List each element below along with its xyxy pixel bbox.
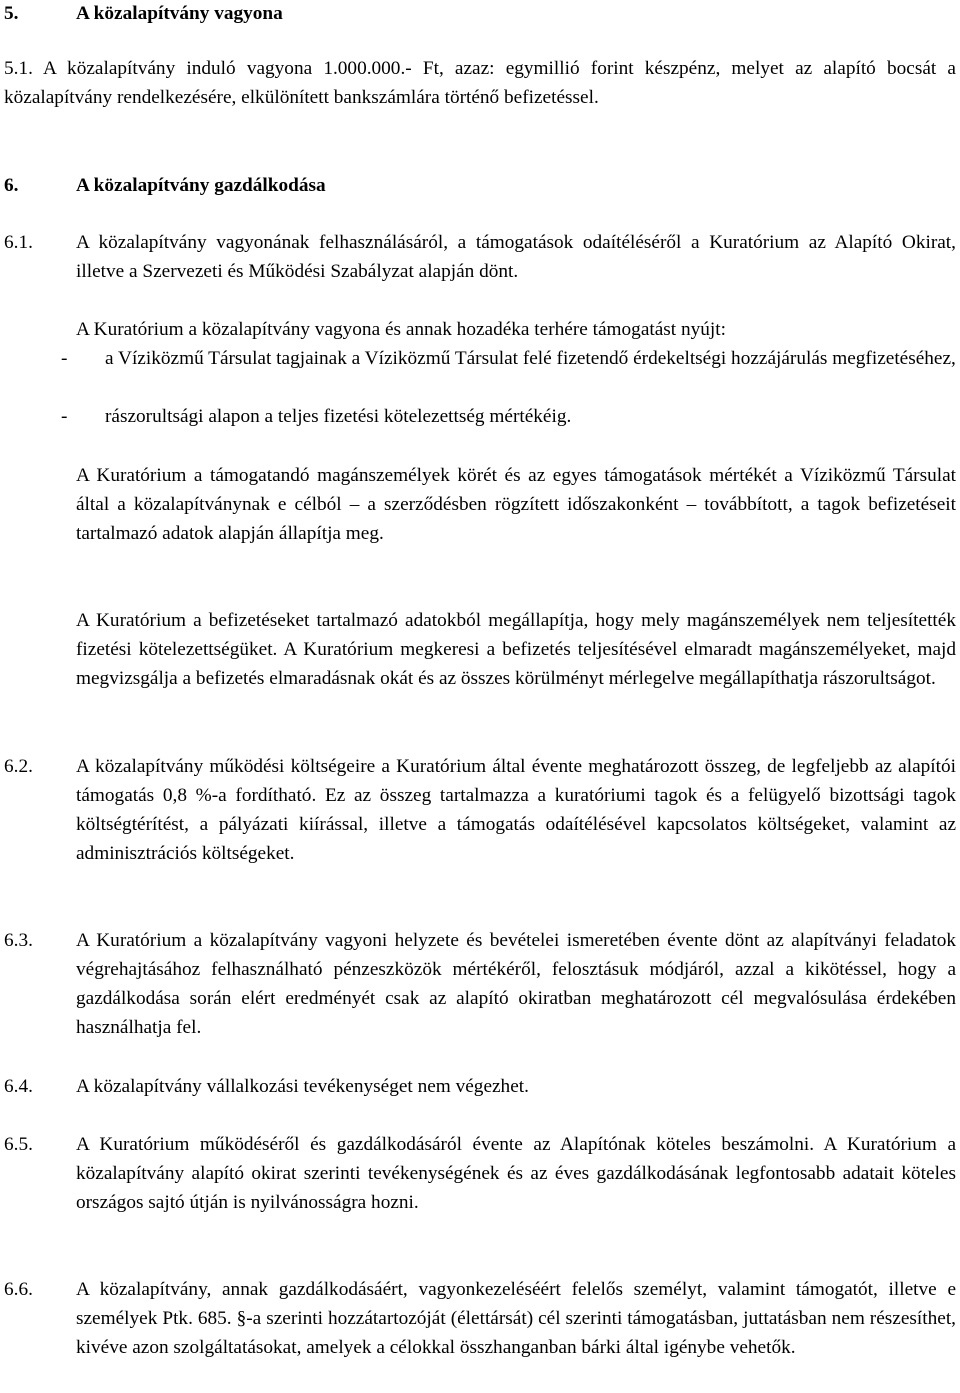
- paragraph-6-3: A Kuratórium a közalapítvány vagyoni helyzete és bevételei ismeretében évente dönt az alapítványi feladatok végrehajtásához felhasználható pénzeszközök mértékéről, felosztásuk módjáról, azzal a kikötéssel, hogy a gazdálkodása során elért eredményét csak az alapító okiratban meghatározott cél megvalósulása érdekében használhatja fel.: [76, 930, 956, 1038]
- section-number: 6.2.: [4, 756, 33, 777]
- section-number: 6.: [4, 175, 19, 196]
- list-dash: -: [61, 348, 68, 369]
- section-number: 5.: [4, 3, 19, 24]
- section-number: 6.6.: [4, 1279, 33, 1300]
- list-item-text: a Víziközmű Társulat tagjainak a Víziközmű Társulat felé fizetendő érdekeltségi hozzájárulás megfizetéséhez,: [105, 348, 956, 369]
- paragraph-6-6: A közalapítvány, annak gazdálkodásáért, vagyonkezeléséért felelős személyt, valamint támogatót, illetve e személyek Ptk. 685. §-a szerinti hozzátartozóját (élettársát) cél szerinti támogatásban, juttatásban nem részesíthet, kivéve azon szolgáltatásokat, amelyek a célokkal összhanganban bárki által igénybe vehetők.: [76, 1279, 956, 1358]
- paragraph-6-2: A közalapítvány működési költségeire a Kuratórium által évente meghatározott összeg, de legfeljebb az alapítói támogatás 0,8 %-a fordítható. Ez az összeg tartalmazza a kuratóriumi tagok és a felügyelő bizottsági tagok költségtérítést, a pályázati kiírással, illetve a támogatás odaítélésével kapcsolatos költségeket, valamint az adminisztrációs költségeket.: [76, 756, 956, 864]
- paragraph-6-1-d: A Kuratórium a befizetéseket tartalmazó adatokból megállapítja, hogy mely magánszemélyek nem teljesítették fizetési kötelezettségüket. A Kuratórium megkeresi a befizetés teljesítésével elmaradt magánszemélyeket, majd megvizsgálja a befizetés elmaradásnak okát és az összes körülményt mérlegelve megállapíthatja rászorultságot.: [76, 610, 956, 689]
- section-title: A közalapítvány vagyona: [76, 3, 283, 24]
- paragraph-6-1-b: A Kuratórium a közalapítvány vagyona és annak hozadéka terhére támogatást nyújt:: [76, 319, 726, 340]
- paragraph-6-5: A Kuratórium működéséről és gazdálkodásáról évente az Alapítónak köteles beszámolni. A Kuratórium a közalapítvány alapító okirat szerinti tevékenységének és az éves gazdálkodásának legfontosabb adatait köteles országos sajtó útján is nyilvánosságra hozni.: [76, 1134, 956, 1213]
- section-title: A közalapítvány gazdálkodása: [76, 175, 326, 196]
- section-number: 6.4.: [4, 1076, 33, 1097]
- section-number: 6.5.: [4, 1134, 33, 1155]
- list-item-text: rászorultsági alapon a teljes fizetési kötelezettség mértékéig.: [105, 406, 572, 427]
- section-number: 6.3.: [4, 930, 33, 951]
- list-dash: -: [61, 406, 68, 427]
- section-number: 6.1.: [4, 232, 33, 253]
- paragraph-6-1-c: A Kuratórium a támogatandó magánszemélyek körét és az egyes támogatások mértékét a Víziközmű Társulat által a közalapítványnak e célból – a szerződésben rögzített időszakonként – továbbított, a tagok befizetéseit tartalmazó adatok alapján állapítja meg.: [76, 465, 956, 544]
- paragraph-5-1: 5.1. A közalapítvány induló vagyona 1.000.000.- Ft, azaz: egymillió forint készpénz, melyet az alapító bocsát a közalapítvány rendelkezésére, elkülönített bankszámlára történő befizetéssel.: [4, 58, 956, 108]
- paragraph-6-4: A közalapítvány vállalkozási tevékenységet nem végezhet.: [76, 1076, 529, 1097]
- paragraph-6-1-a: A közalapítvány vagyonának felhasználásáról, a támogatások odaítéléséről a Kuratórium az Alapító Okirat, illetve a Szervezeti és Működési Szabályzat alapján dönt.: [76, 232, 956, 282]
